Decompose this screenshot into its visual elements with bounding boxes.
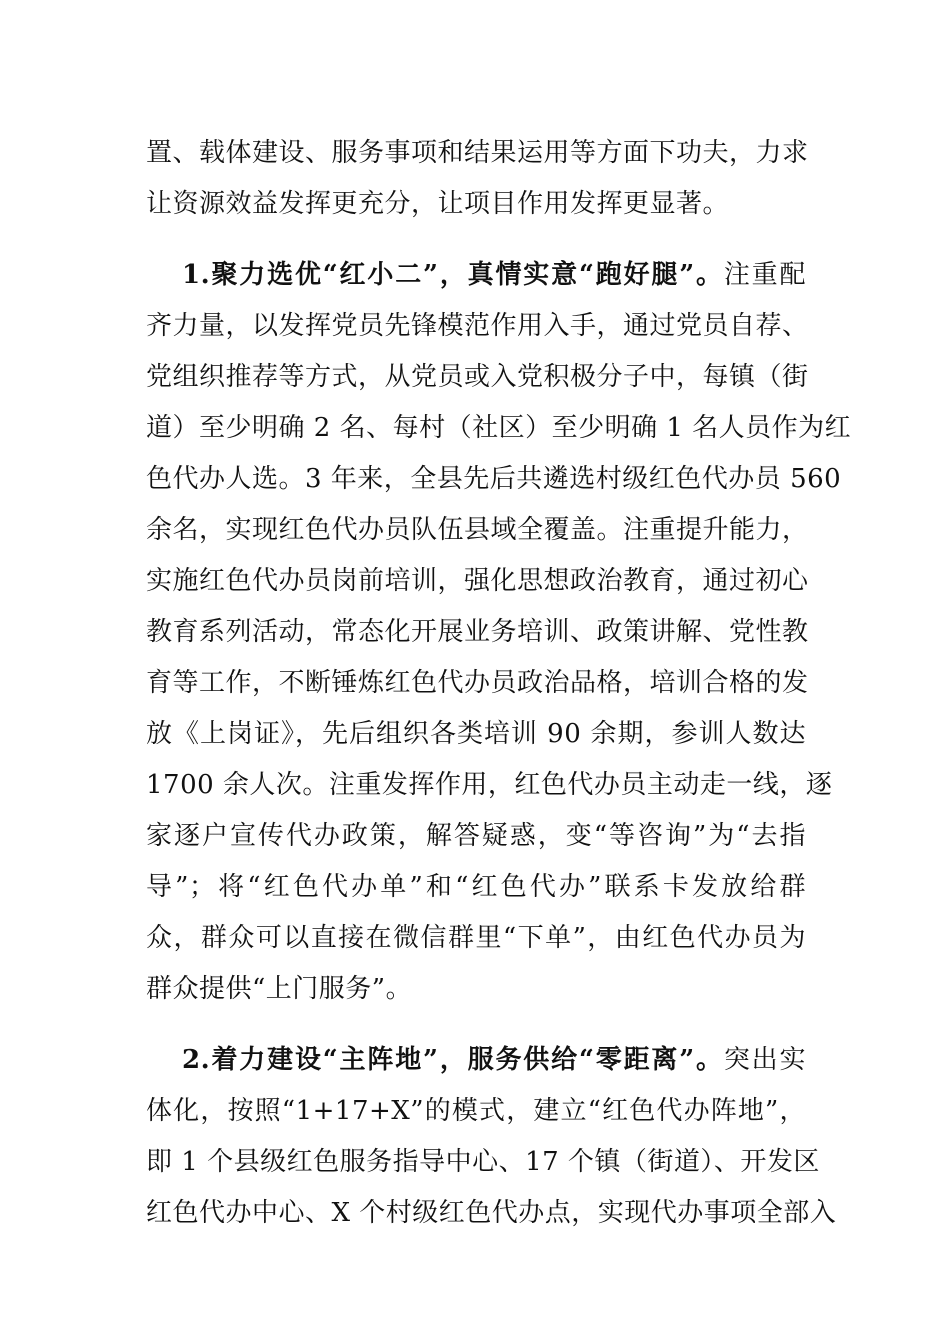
section1-line: 党组织推荐等方式，从党员或入党积极分子中，每镇（街 bbox=[146, 362, 809, 392]
section2-line: 即 1 个县级红色服务指导中心、17 个镇（街道）、开发区 bbox=[146, 1147, 820, 1177]
section2-first-line bbox=[146, 1035, 806, 1086]
section1-line: 教育系列活动，常态化开展业务培训、政策讲解、党性教 bbox=[146, 617, 809, 647]
section1-line: 导”；将“红色代办单”和“红色代办”联系卡发放给群 bbox=[146, 872, 806, 902]
section2-line: 红色代办中心、X 个村级红色代办点，实现代办事项全部入 bbox=[146, 1198, 837, 1228]
section1-line: 道）至少明确 2 名、每村（社区）至少明确 1 名人员作为红 bbox=[146, 413, 852, 443]
section1-line: 育等工作，不断锤炼红色代办员政治品格，培训合格的发 bbox=[146, 668, 809, 698]
section2-heading: 2.着力建设“主阵地”，服务供给“零距离”。 bbox=[182, 1045, 724, 1075]
section1-line: 群众提供“上门服务”。 bbox=[146, 974, 413, 1004]
document-body bbox=[146, 128, 852, 1239]
intro-line-1: 置、载体建设、服务事项和结果运用等方面下功夫，力求 bbox=[146, 138, 809, 168]
section1-line: 余名，实现红色代办员队伍县域全覆盖。注重提升能力， bbox=[146, 515, 809, 545]
section2-first-line-rest: 突出实 bbox=[723, 1045, 806, 1075]
section1-line: 色代办人选。3 年来，全县先后共遴选村级红色代办员 560 bbox=[146, 464, 842, 494]
section1-line: 放《上岗证》，先后组织各类培训 90 余期，参训人数达 bbox=[146, 719, 806, 749]
paragraph-gap bbox=[146, 230, 806, 250]
section1-first-line bbox=[146, 250, 806, 301]
intro-line-2: 让资源效益发挥更充分，让项目作用发挥更显著。 bbox=[146, 189, 730, 219]
section1-line: 齐力量，以发挥党员先锋模范作用入手，通过党员自荐、 bbox=[146, 311, 809, 341]
section1-line: 家逐户宣传代办政策，解答疑惑，变“等咨询”为“去指 bbox=[146, 821, 806, 851]
section1-line: 实施红色代办员岗前培训，强化思想政治教育，通过初心 bbox=[146, 566, 809, 596]
section1-heading: 1.聚力选优“红小二”，真情实意“跑好腿”。 bbox=[182, 260, 724, 290]
section1-line: 众，群众可以直接在微信群里“下单”，由红色代办员为 bbox=[146, 923, 806, 953]
paragraph-gap bbox=[146, 1015, 806, 1035]
section1-line: 1700 余人次。注重发挥作用，红色代办员主动走一线，逐 bbox=[146, 770, 833, 800]
section1-first-line-rest: 注重配 bbox=[723, 260, 806, 290]
section2-line: 体化，按照“1+17+X”的模式，建立“红色代办阵地”， bbox=[146, 1096, 806, 1126]
